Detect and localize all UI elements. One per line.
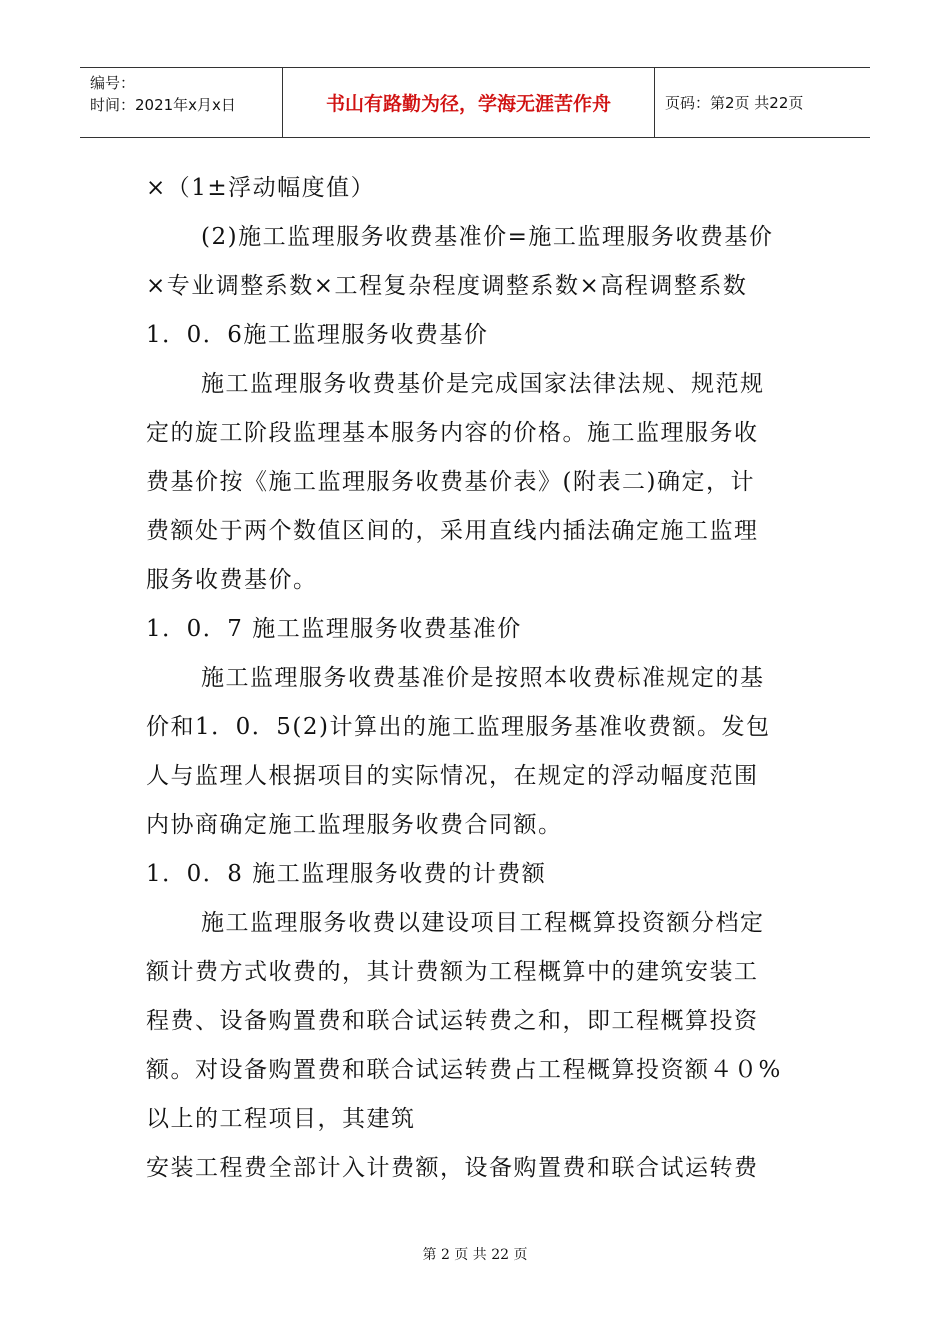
header-meta xyxy=(80,68,283,137)
text-line: 价和1．0．5(2)计算出的施工监理服务基准收费额。发包 xyxy=(146,714,771,740)
page-header xyxy=(80,67,870,138)
text-line: 安装工程费全部计入计费额，设备购置费和联合试运转费 xyxy=(146,1155,759,1181)
document-number-label: 编号： xyxy=(90,74,136,92)
text-line: 额计费方式收费的，其计费额为工程概算中的建筑安装工 xyxy=(146,959,759,985)
text-line: 人与监理人根据项目的实际情况，在规定的浮动幅度范围 xyxy=(146,763,759,789)
text-line: 施工监理服务收费基准价是按照本收费标准规定的基 xyxy=(201,665,765,691)
text-line: 服务收费基价。 xyxy=(146,567,318,593)
text-line: 施工监理服务收费以建设项目工程概算投资额分档定 xyxy=(201,910,765,936)
text-line: 额。对设备购置费和联合试运转费占工程概算投资额４０% xyxy=(146,1057,782,1083)
text-line: (2)施工监理服务收费基准价=施工监理服务收费基价 xyxy=(201,224,774,250)
text-line: 费基价按《施工监理服务收费基价表》(附表二)确定，计 xyxy=(146,469,755,495)
text-line: 施工监理服务收费基价是完成国家法律法规、规范规 xyxy=(201,371,765,397)
text-line: ×专业调整系数×工程复杂程度调整系数×高程调整系数 xyxy=(146,273,748,299)
section-heading: 1．0．7 施工监理服务收费基准价 xyxy=(146,616,522,642)
header-page-info: 页码：第2页 共22页 xyxy=(665,94,804,112)
section-heading: 1．0．6施工监理服务收费基价 xyxy=(146,322,489,348)
section-heading: 1．0．8 施工监理服务收费的计费额 xyxy=(146,861,547,887)
text-line: 程费、设备购置费和联合试运转费之和，即工程概算投资 xyxy=(146,1008,759,1034)
page-footer: 第 2 页 共 22 页 xyxy=(422,1247,528,1263)
text-line: 内协商确定施工监理服务收费合同额。 xyxy=(146,812,563,838)
header-motto: 书山有路勤为径，学海无涯苦作舟 xyxy=(283,68,655,137)
text-line: ×（1±浮动幅度值） xyxy=(146,175,376,201)
document-time: 时间：2021年x月x日 xyxy=(90,96,236,114)
text-line: 定的旋工阶段监理基本服务内容的价格。施工监理服务收 xyxy=(146,420,759,446)
text-line: 费额处于两个数值区间的，采用直线内插法确定施工监理 xyxy=(146,518,759,544)
text-line: 以上的工程项目，其建筑 xyxy=(146,1106,416,1132)
document-body xyxy=(146,164,806,1193)
